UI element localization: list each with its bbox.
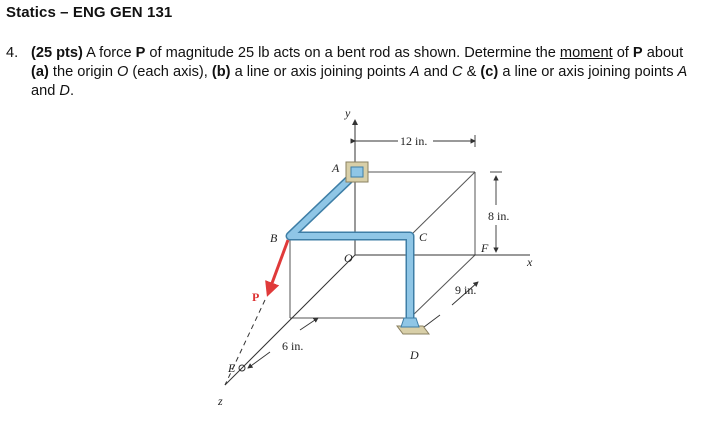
dim-8-label: 8 in. — [488, 209, 510, 223]
problem-text: a line or axis joining points — [230, 64, 410, 80]
part-a-label: (a) — [31, 64, 49, 80]
origin-O-label: O — [344, 251, 353, 265]
point-A-label: A — [332, 161, 340, 175]
force-symbol: P — [632, 45, 643, 61]
point-symbol: A — [677, 64, 688, 80]
point-F-label: F — [481, 241, 489, 255]
problem-text: and — [31, 83, 60, 99]
problem-points: (25 pts) — [31, 45, 83, 61]
point-B-label: B — [270, 231, 278, 245]
dim-9-label: 9 in. — [455, 283, 477, 297]
bent-rod — [290, 172, 410, 318]
problem-number: 4. — [6, 45, 19, 61]
problem-text: of magnitude 25 lb acts on a bent rod as shown. Determine the — [145, 45, 560, 61]
dimension-lines — [248, 135, 502, 368]
problem-text: & — [462, 64, 481, 80]
support-D — [397, 318, 429, 334]
problem-text: . — [69, 83, 75, 99]
point-symbol: D — [59, 83, 70, 99]
axis-y-label: y — [345, 106, 351, 120]
problem-text: of — [612, 45, 633, 61]
part-c-label: (c) — [480, 64, 499, 80]
point-D-label: D — [410, 348, 419, 362]
problem-text: (each axis), — [128, 64, 212, 80]
point-C-label: C — [419, 230, 428, 244]
point-E-label: E — [228, 361, 236, 375]
axis-z-label: z — [218, 394, 223, 408]
moment-keyword: moment — [559, 45, 613, 61]
point-symbol: O — [117, 64, 129, 80]
problem-text: and — [419, 64, 453, 80]
dim-12-label: 12 in. — [400, 134, 428, 148]
problem-text: A force — [82, 45, 136, 61]
force-P-label: P — [252, 290, 260, 304]
part-b-label: (b) — [211, 64, 231, 80]
force-symbol: P — [135, 45, 146, 61]
point-symbol: A — [409, 64, 420, 80]
force-P-arrow — [268, 240, 288, 294]
course-header: Statics – ENG GEN 131 — [6, 4, 173, 21]
box-outline — [290, 172, 475, 318]
box-edge — [410, 172, 475, 236]
problem-text: about — [642, 45, 684, 61]
dim-6-label: 6 in. — [282, 339, 304, 353]
support-A — [346, 162, 368, 182]
problem-text: a line or axis joining points — [498, 64, 678, 80]
point-symbol: C — [452, 64, 463, 80]
axis-x-label: x — [527, 255, 533, 269]
problem-text: the origin — [48, 64, 117, 80]
